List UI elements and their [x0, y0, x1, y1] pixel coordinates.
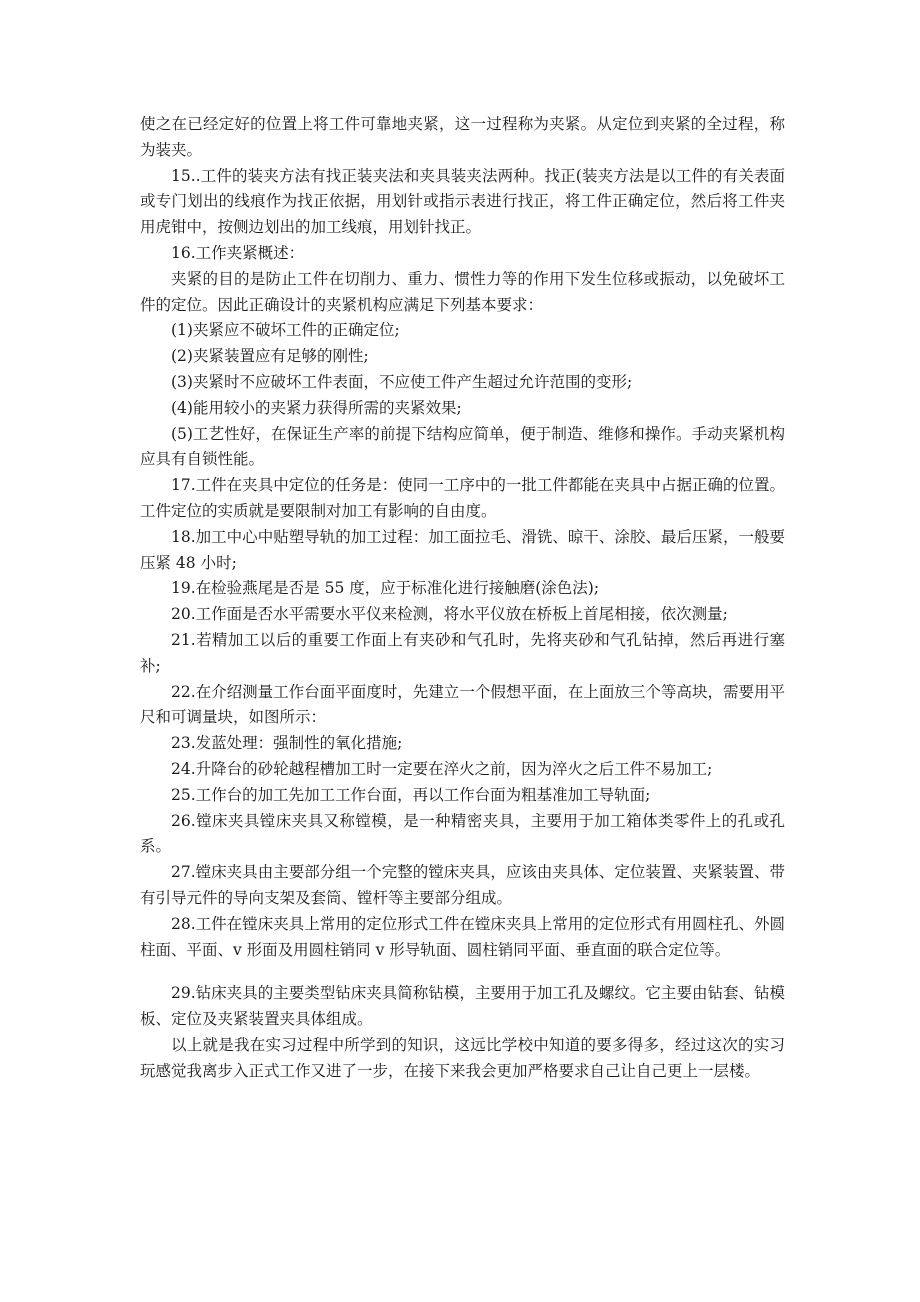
paragraph-p16-4: (4)能用较小的夹紧力获得所需的夹紧效果; [171, 398, 462, 417]
paragraph-p28: 28.工件在镗床夹具上常用的定位形式工件在镗床夹具上常用的定位形式有用圆柱孔、外圆柱面、平面、v 形面及用圆柱销同 v 形导轨面、圆柱销同平面、垂直面的联合定位等。 [140, 914, 785, 959]
paragraph-p16-1: (1)夹紧应不破坏工件的正确定位; [171, 321, 400, 340]
paragraph-p24: 24.升降台的砂轮越程槽加工时一定要在淬火之前，因为淬火之后工件不易加工; [171, 759, 713, 778]
paragraph-p15: 15..工件的装夹方法有找正装夹法和夹具装夹法两种。找正(装夹方法是以工件的有关表面或专门划出的线痕作为找正依据，用划针或指示表进行找正，将工件正确定位，然后将工件夹用虎钳中，按侧边划出的加工线痕，用划针找正。 [140, 166, 785, 237]
paragraph-p-conclusion: 以上就是我在实习过程中所学到的知识，这远比学校中知道的要多得多，经过这次的实习玩感觉我离步入正式工作又进了一步，在接下来我会更加严格要求自己让自己更上一层楼。 [140, 1035, 785, 1080]
paragraph-p16-2: (2)夹紧装置应有足够的刚性; [171, 347, 369, 366]
paragraph-p26: 26.镗床夹具镗床夹具又称镗模，是一种精密夹具，主要用于加工箱体类零件上的孔或孔系。 [140, 811, 785, 856]
paragraph-p20: 20.工作面是否水平需要水平仪来检测，将水平仪放在桥板上首尾相接，依次测量; [171, 605, 728, 624]
paragraph-p16-3: (3)夹紧时不应破坏工件表面，不应使工件产生超过允许范围的变形; [171, 372, 633, 391]
paragraph-p16-5: (5)工艺性好，在保证生产率的前提下结构应简单，便于制造、维修和操作。手动夹紧机构应具有自锁性能。 [140, 424, 785, 469]
paragraph-p16: 16.工作夹紧概述： [171, 243, 305, 262]
paragraph-p29: 29.钻床夹具的主要类型钻床夹具简称钻模，主要用于加工孔及螺纹。它主要由钻套、钻模板、定位及夹紧装置夹具体组成。 [140, 984, 785, 1029]
paragraph-p21: 21.若精加工以后的重要工作面上有夹砂和气孔时，先将夹砂和气孔钻掉，然后再进行塞补; [140, 630, 785, 675]
paragraph-p22: 22.在介绍测量工作台面平面度时，先建立一个假想平面，在上面放三个等高块，需要用平尺和可调量块，如图所示： [140, 682, 785, 727]
paragraph-p27: 27.镗床夹具由主要部分组一个完整的镗床夹具，应该由夹具体、定位装置、夹紧装置、带有引导元件的导向支架及套筒、镗杆等主要部分组成。 [140, 863, 785, 907]
paragraph-p19: 19.在检验燕尾是否是 55 度，应于标准化进行接触磨(涂色法); [171, 579, 600, 598]
document-body [140, 112, 785, 1084]
paragraph-p16-body: 夹紧的目的是防止工件在切削力、重力、惯性力等的作用下发生位移或振动，以免破坏工件的定位。因此正确设计的夹紧机构应满足下列基本要求： [140, 269, 785, 314]
paragraph-p17: 17.工件在夹具中定位的任务是：使同一工序中的一批工件都能在夹具中占据正确的位置。工件定位的实质就是要限制对加工有影响的自由度。 [140, 476, 785, 520]
paragraph-p25: 25.工作台的加工先加工工作台面，再以工作台面为粗基准加工导轨面; [171, 785, 651, 804]
paragraph-p-intro-cont: 使之在已经定好的位置上将工件可靠地夹紧，这一过程称为夹紧。从定位到夹紧的全过程，称为装夹。 [140, 115, 785, 159]
paragraph-p23: 23.发蓝处理：强制性的氧化措施; [171, 734, 403, 753]
paragraph-p18: 18.加工中心中贴塑导轨的加工过程：加工面拉毛、滑铣、晾干、涂胶、最后压紧，一般要压紧 48 小时; [140, 527, 785, 572]
